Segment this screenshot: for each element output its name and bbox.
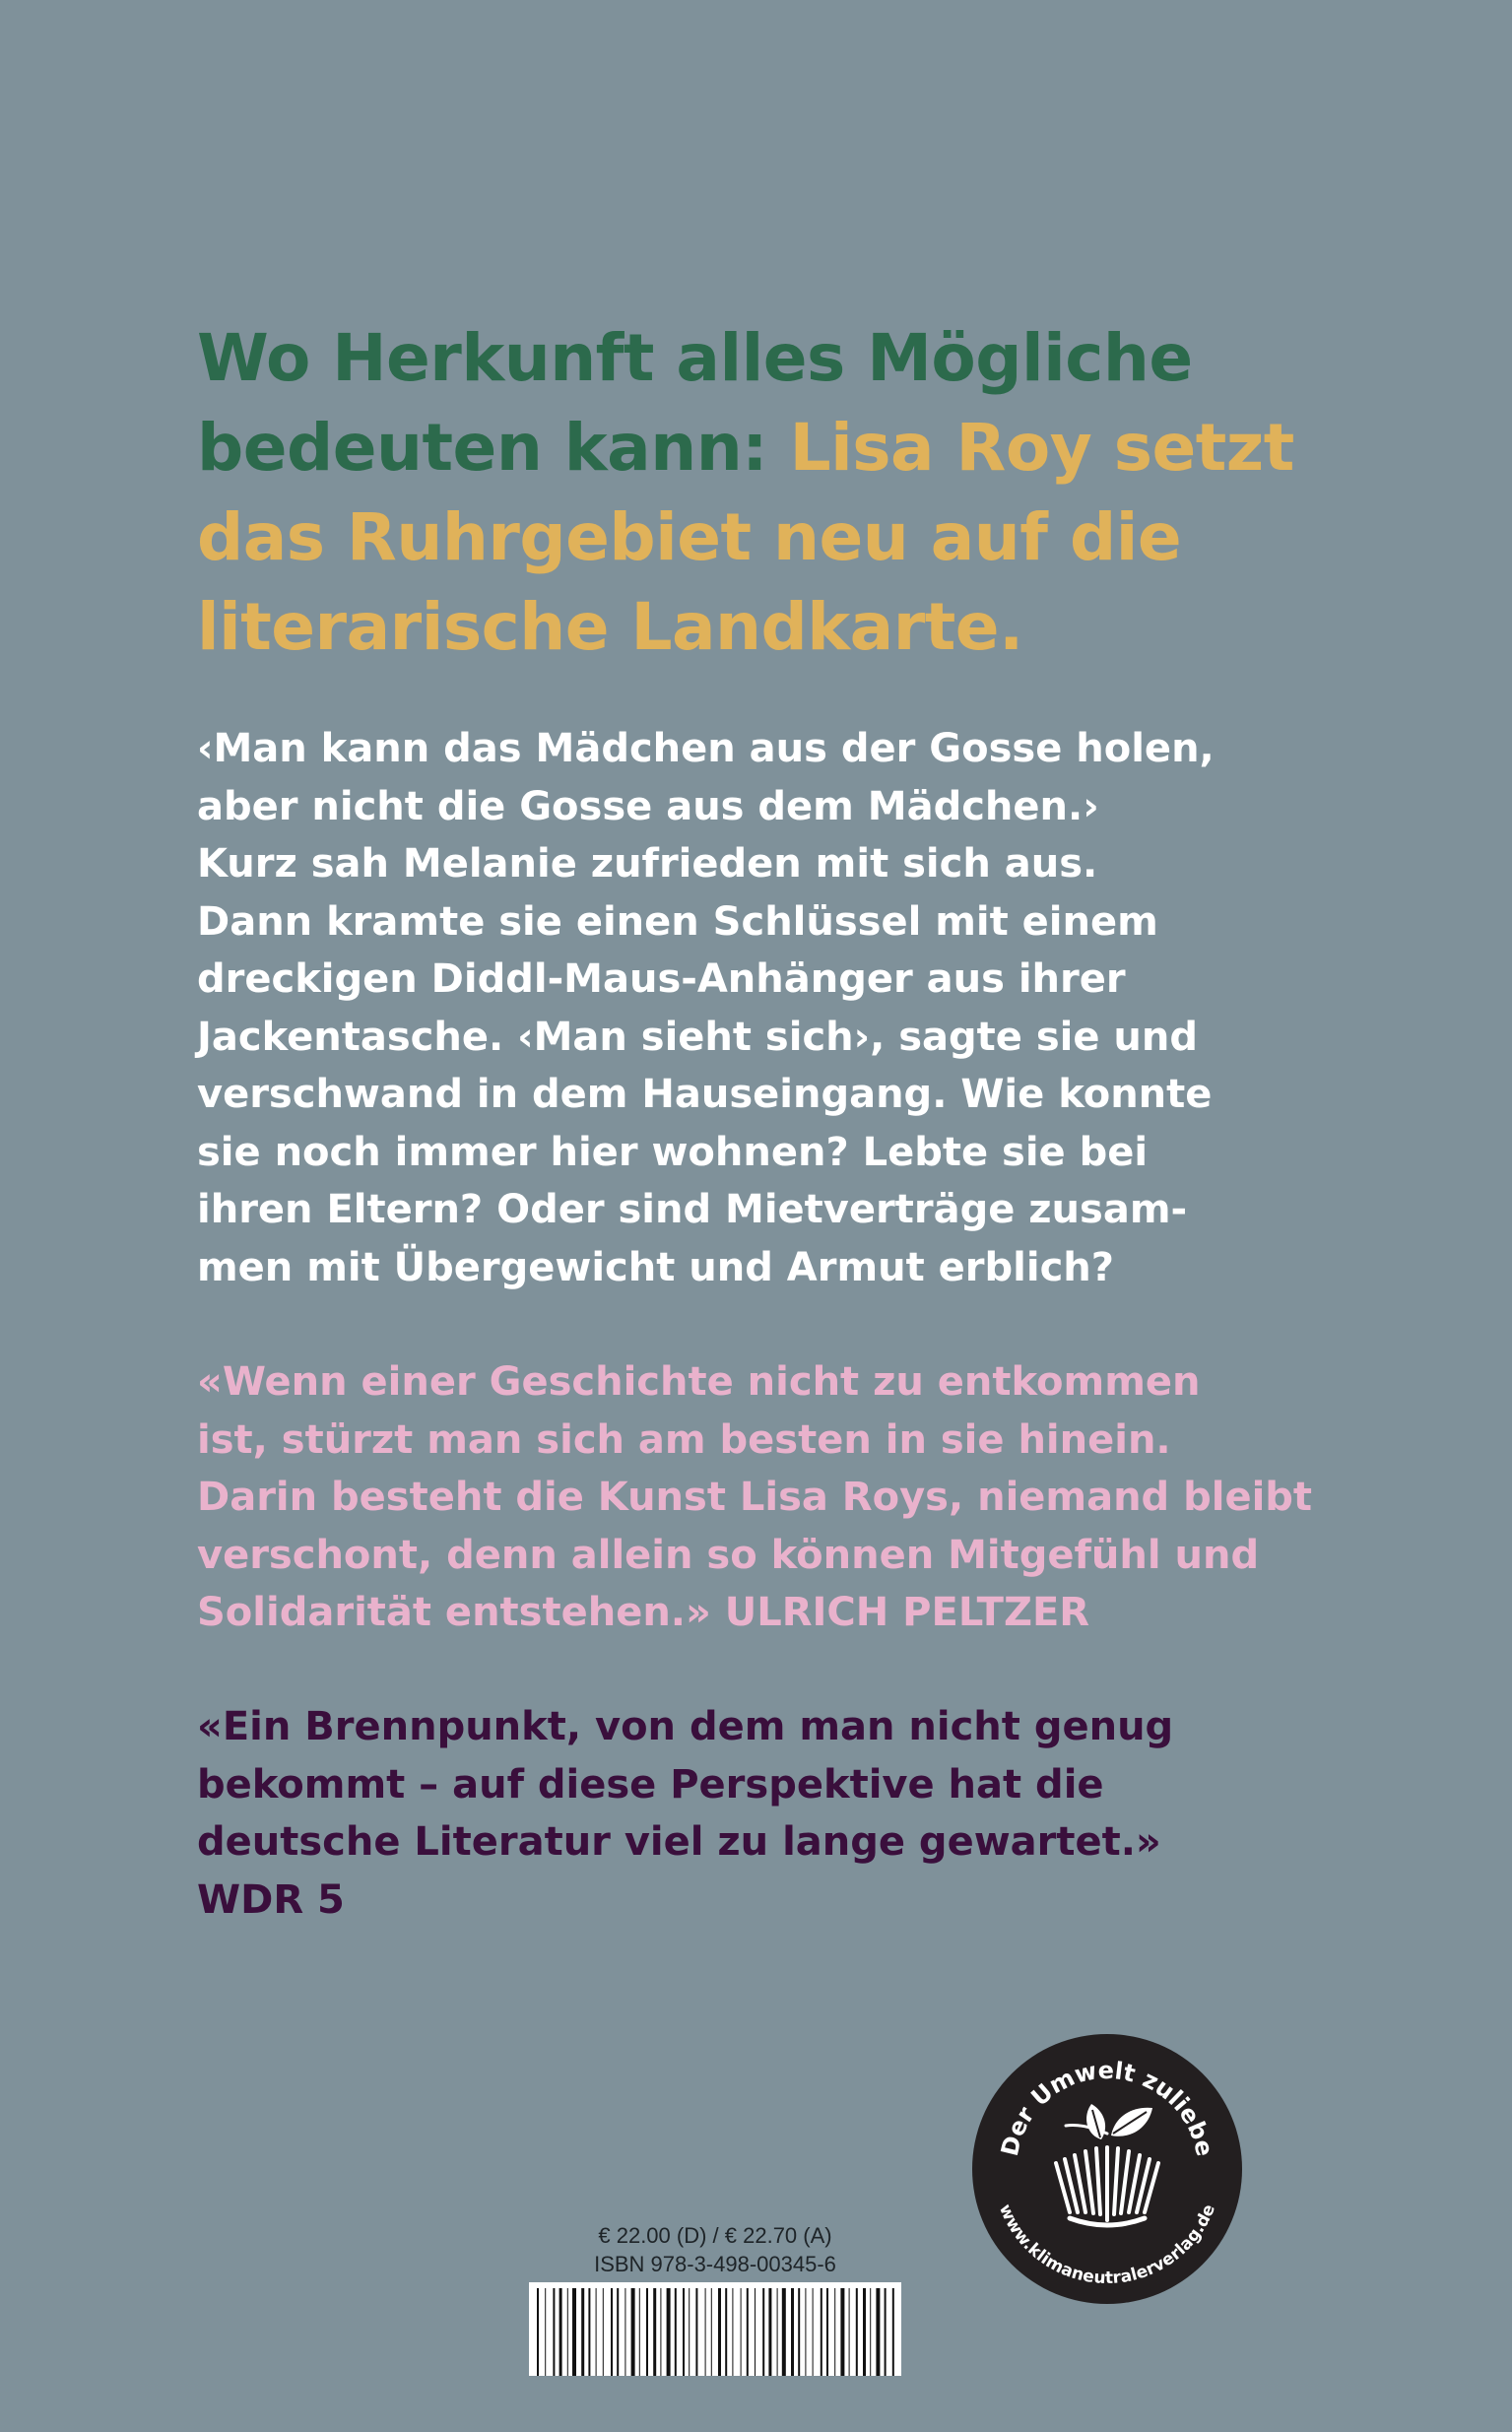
review-quote-peltzer [197, 1353, 1320, 1642]
barcode-bar [667, 2288, 671, 2376]
excerpt-line: Dann kramte sie einen Schlüssel mit einem [197, 898, 1158, 945]
barcode-bar [537, 2288, 539, 2376]
barcode-bar [755, 2288, 756, 2376]
barcode-bar [572, 2288, 576, 2376]
barcode-bar [791, 2288, 794, 2376]
isbn: ISBN 978-3-498-00345-6 [594, 2252, 836, 2276]
quote-line: Solidarität entstehen.» ULRICH PELTZER [197, 1590, 1090, 1635]
excerpt-line: ihren Eltern? Oder sind Mietverträge zusam- [197, 1187, 1188, 1232]
barcode [529, 2282, 901, 2376]
barcode-bar [892, 2288, 894, 2376]
headline-line: das Ruhrgebiet neu auf die [197, 499, 1182, 575]
barcode-bar [762, 2288, 764, 2376]
excerpt-line: men mit Übergewicht und Armut erblich? [197, 1244, 1114, 1290]
barcode-bar [611, 2288, 613, 2376]
barcode-bar [660, 2288, 661, 2376]
review-quote-wdr5 [197, 1698, 1320, 1929]
barcode-bar [840, 2288, 844, 2376]
barcode-bar [646, 2288, 648, 2376]
quote-line: «Ein Brennpunkt, von dem man nicht genug [197, 1704, 1174, 1749]
barcode-bar [711, 2288, 712, 2376]
headline [197, 313, 1300, 672]
barcode-bar [834, 2288, 835, 2376]
barcode-bar [559, 2288, 562, 2376]
barcode-bar [581, 2288, 584, 2376]
barcode-bar [777, 2288, 778, 2376]
barcode-bar [805, 2288, 806, 2376]
headline-line: literarische Landkarte. [197, 589, 1023, 665]
barcode-bar [689, 2288, 690, 2376]
excerpt-line: Jackentasche. ‹Man sieht sich›, sagte sie und [197, 1014, 1199, 1060]
headline-green-fragment: bedeuten kann: [197, 410, 790, 486]
barcode-bar [813, 2288, 814, 2376]
badge-top-text: Der Umwelt zuliebe [995, 2056, 1219, 2159]
headline-line: Wo Herkunft alles Mögliche [197, 320, 1193, 396]
barcode-bar [741, 2288, 742, 2376]
barcode-bar [826, 2288, 828, 2376]
barcode-bar [718, 2288, 721, 2376]
barcode-bar [798, 2288, 800, 2376]
barcode-bar [768, 2288, 771, 2376]
headline-line [197, 403, 1300, 493]
barcode-bar [545, 2288, 546, 2376]
barcode-bar [675, 2288, 677, 2376]
excerpt-line: aber nicht die Gosse aus dem Mädchen.› [197, 783, 1099, 829]
barcode-bar [821, 2288, 822, 2376]
quote-line: deutsche Literatur viel zu lange gewartet.» [197, 1819, 1161, 1865]
barcode-bar [639, 2288, 640, 2376]
quote-line: verschont, denn allein so können Mitgefühl und [197, 1532, 1260, 1578]
excerpt-line: ‹Man kann das Mädchen aus der Gosse holen, [197, 726, 1215, 771]
barcode-bar [683, 2288, 685, 2376]
barcode-bar [885, 2288, 887, 2376]
barcode-bar [631, 2288, 635, 2376]
book-excerpt [197, 720, 1320, 1296]
barcode-bar [603, 2288, 604, 2376]
barcode-bar [553, 2288, 555, 2376]
barcode-bar [863, 2288, 866, 2376]
barcode-bar [695, 2288, 697, 2376]
barcode-bar [732, 2288, 733, 2376]
barcode-bar [747, 2288, 749, 2376]
barcode-bar [725, 2288, 727, 2376]
headline-gold-fragment: Lisa Roy setzt [789, 410, 1294, 486]
barcode-bar [856, 2288, 858, 2376]
barcode-bar [617, 2288, 619, 2376]
barcode-bar [870, 2288, 871, 2376]
quote-line: bekommt – auf diese Perspektive hat die [197, 1761, 1104, 1808]
excerpt-line: Kurz sah Melanie zufrieden mit sich aus. [197, 841, 1098, 887]
barcode-bar [782, 2288, 786, 2376]
quote-line: Darin besteht die Kunst Lisa Roys, niemand bleibt [197, 1475, 1313, 1520]
barcode-bar [567, 2288, 568, 2376]
barcode-bar [653, 2288, 656, 2376]
barcode-bar [876, 2288, 880, 2376]
barcode-bar [849, 2288, 850, 2376]
price: € 22.00 (D) / € 22.70 (A) [598, 2223, 832, 2248]
excerpt-line: dreckigen Diddl-Maus-Anhänger aus ihrer [197, 956, 1126, 1002]
excerpt-line: sie noch immer hier wohnen? Lebte sie bei [197, 1129, 1149, 1175]
quote-line: ist, stürzt man sich am besten in sie hinein. [197, 1416, 1171, 1463]
climate-neutral-badge [971, 2033, 1243, 2305]
barcode-bar [588, 2288, 590, 2376]
excerpt-line: verschwand in dem Hauseingang. Wie konnte [197, 1072, 1213, 1117]
quote-line: «Wenn einer Geschichte nicht zu entkommen [197, 1359, 1201, 1405]
quote-line: WDR 5 [197, 1876, 345, 1923]
badge-url-text: www.klimaneutralerverlag.de [994, 2201, 1220, 2289]
barcode-bar [596, 2288, 597, 2376]
barcode-bar [705, 2288, 706, 2376]
